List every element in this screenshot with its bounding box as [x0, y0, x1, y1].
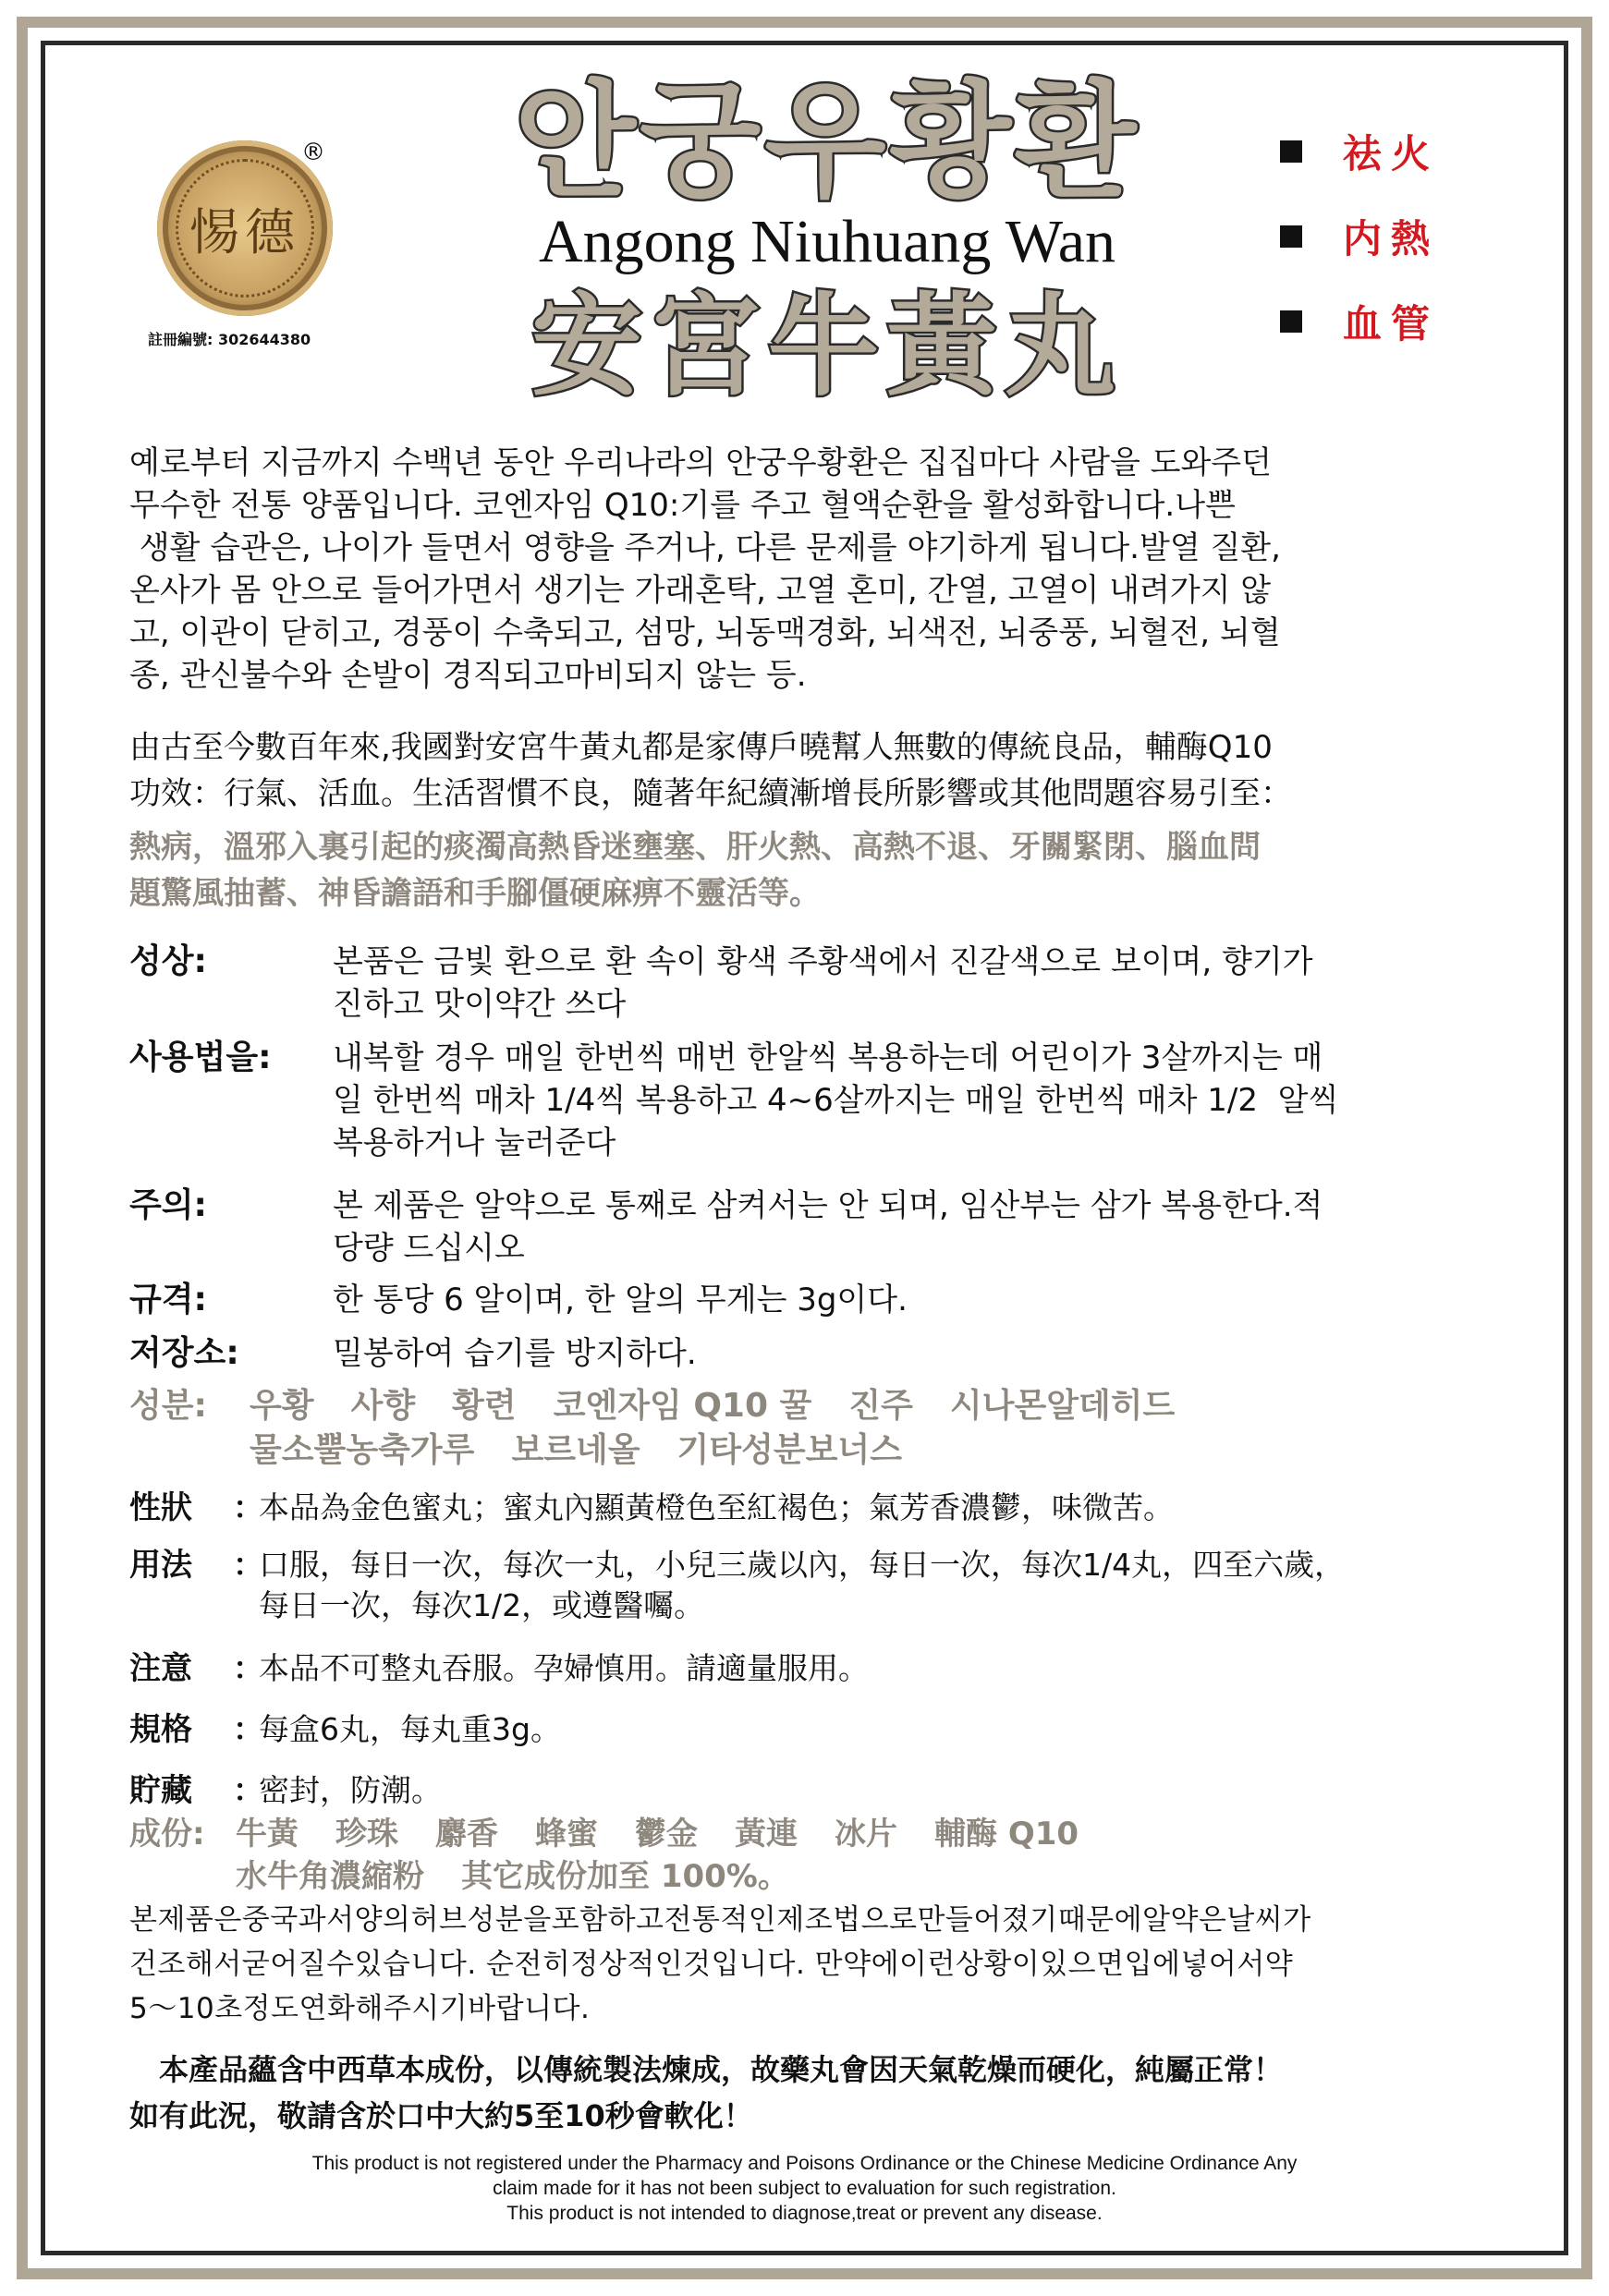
intro-zh-highlight-line: 題驚風抽蓄、神昏譫語和手腳僵硬麻痹不靈活等。 [129, 875, 821, 912]
ko-caution-section [129, 1184, 1497, 1269]
intro-ko-line: 예로부터 지금까지 수백년 동안 우리나라의 안궁우황환은 집집마다 사람을 도와주던 [129, 444, 1272, 481]
ko-ingredients-line1: 성분: 우황 사향 황련 코엔자임 Q10 꿀 진주 시나몬알데히드 [129, 1387, 1176, 1425]
disclaimer: This product is not registered under the Pharmacy and Poisons Ordinance or the Chinese Medicine Ordinance Any claim made for it has not been subject to evaluation for such registration. This product is not intended to diagnose,treat or prevent any disease. [311, 2153, 1298, 2224]
zh-caution-section: 注意 ： 本品不可整丸吞服。孕婦慎用。請適量服用。 [129, 1650, 869, 1687]
zh-storage-section: 貯藏 ： 密封，防潮。 [129, 1772, 442, 1809]
intro-chinese-highlight [129, 824, 1497, 917]
intro-ko-line: 생활 습관은, 나이가 들면서 영향을 주거나, 다른 문제를 야기하게 됩니다.발열 질환, [129, 529, 1281, 566]
ko-ingredients-line2: 물소뿔농축가루 보르네올 기타성분보너스 [250, 1431, 902, 1469]
ko-appearance-section [129, 941, 1497, 1026]
ko-spec-section [129, 1279, 1497, 1321]
title-chinese: 安宮牛黃丸 [531, 281, 1123, 411]
ko-ingredients [129, 1384, 1497, 1473]
registered-mark: ® [301, 139, 325, 166]
section-label: 성상: [129, 942, 207, 980]
claims-list [1280, 109, 1439, 364]
intro-ko-line: 종, 관신불수와 손발이 경직되고마비되지 않는 등. [129, 657, 807, 694]
section-value: 한 통당 6 알이며, 한 알의 무게는 3g이다. [333, 1282, 908, 1318]
intro-zh-highlight-line: 熱病，溫邪入裏引起的痰濁高熱昏迷壅塞、肝火熱、高熱不退、牙關緊閉、腦血問 [129, 829, 1261, 866]
bullet-square-icon [1280, 225, 1302, 248]
zh-ingredients-line2: 水牛角濃縮粉 其它成份加至 100%。 [236, 1858, 789, 1895]
section-value: 본품은 금빛 환으로 환 속이 황색 주황색에서 진갈색으로 보이며, 향기가 진하고 맛이약간 쓰다 [333, 943, 1313, 1023]
intro-ko-line: 고, 이관이 닫히고, 경풍이 수축되고, 섬망, 뇌동맥경화, 뇌색전, 뇌중풍, 뇌혈전, 뇌혈 [129, 614, 1281, 651]
intro-ko-line: 온사가 몸 안으로 들어가면서 생기는 가래혼탁, 고열 혼미, 간열, 고열이 내려가지 않 [129, 572, 1272, 609]
section-value: 내복할 경우 매일 한번씩 매번 한알씩 복용하는데 어린이가 3살까지는 매 일 한번씩 매차 1/4씩 복용하고 4~6살까지는 매일 한번씩 매차 1/2 알씩 복용하거나 눌러준다 [333, 1039, 1339, 1161]
claim-item: 内熱 [1280, 194, 1439, 279]
zh-ingredients [129, 1813, 1497, 1898]
zh-usage-section: 用法 ： 口服，每日一次，每次一丸，小兒三歲以內，每日一次，每次1/4丸，四至六歲， 每日一次，每次1/2，或遵醫囑。 [129, 1547, 1346, 1623]
intro-ko-line: 무수한 전통 양품입니다. 코엔자임 Q10:기를 주고 혈액순환을 활성화합니다.나쁜 [129, 487, 1236, 524]
bullet-square-icon [1280, 140, 1302, 163]
zh-appearance-section: 性狀 ： 本品為金色蜜丸；蜜丸內顯黃橙色至紅褐色；氣芳香濃鬱，味微苦。 [129, 1489, 1174, 1526]
note-chinese: 本產品蘊含中西草本成份，以傳統製法煉成，故藥丸會因天氣乾燥而硬化，純屬正常！ 如有此況，敬請含於口中大約5至10秒會軟化！ [129, 2052, 1284, 2133]
section-label: 규격: [129, 1281, 207, 1318]
section-label: 저장소: [129, 1334, 239, 1372]
intro-korean [129, 442, 1488, 697]
zh-ingredients-line1: 成份: 牛黃 珍珠 麝香 蜂蜜 鬱金 黃連 冰片 輔酶 Q10 [129, 1816, 1079, 1853]
intro-zh-line: 由古至今數百年來,我國對安宮牛黃丸都是家傳戶曉幫人無數的傳統良品，輔酶Q10 [129, 729, 1273, 766]
bullet-square-icon [1280, 310, 1302, 333]
registration-number: 註冊編號: 302644380 [148, 331, 311, 348]
zh-spec-section: 規格 ： 每盒6丸，每丸重3g。 [129, 1711, 561, 1748]
title-korean: 안궁우황환 [514, 67, 1140, 215]
note-korean: 본제품은중국과서양의허브성분을포함하고전통적인제조법으로만들어졌기때문에알약은날씨가 건조해서굳어질수있습니다. 순전히정상적인것입니다. 만약에이런상황이있으면입에넣어서약 5～10초정도연화해주시기바랍니다. [129, 1903, 1311, 2025]
claim-item: 祛火 [1280, 109, 1439, 194]
intro-zh-line: 功效：行氣、活血。生活習慣不良，隨著年紀續漸增長所影響或其他問題容易引至： [129, 775, 1292, 812]
claim-item: 血管 [1280, 279, 1439, 364]
seal-text: 惕德 [189, 202, 300, 261]
ko-storage-section [129, 1332, 1497, 1375]
ko-usage-section [129, 1037, 1497, 1164]
section-value: 본 제품은 알약으로 통째로 삼켜서는 안 되며, 임산부는 삼가 복용한다.적 당량 드십시오 [333, 1187, 1323, 1267]
section-label: 주의: [129, 1186, 207, 1224]
section-value: 밀봉하여 습기를 방지하다. [333, 1335, 697, 1372]
intro-chinese [129, 724, 1497, 817]
section-label: 사용법을: [129, 1039, 272, 1076]
title-english: Angong Niuhuang Wan [538, 208, 1116, 275]
